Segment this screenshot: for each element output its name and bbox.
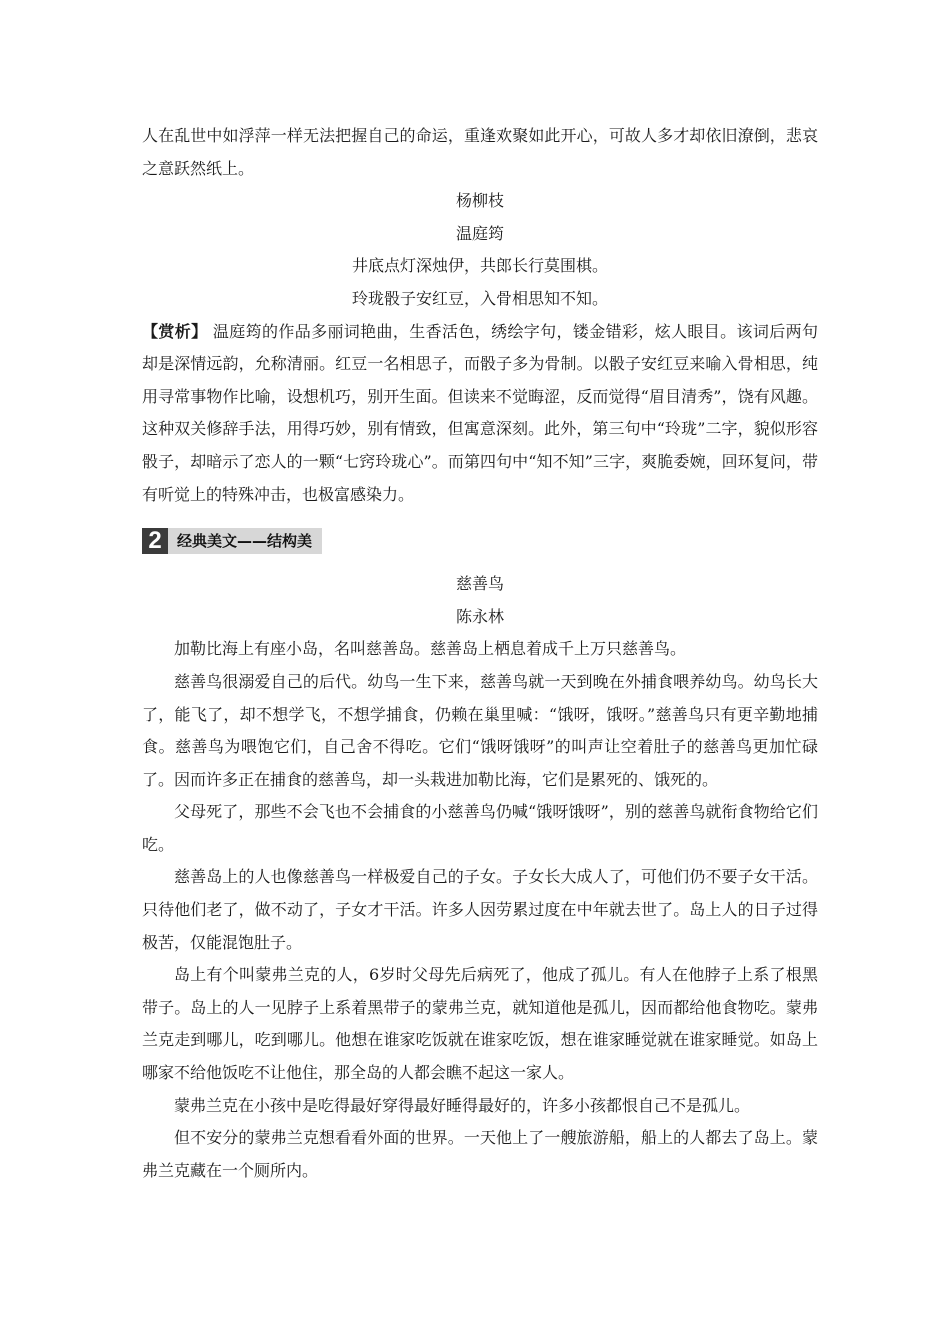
story-author: 陈永林 <box>455 606 504 626</box>
appreciation-tag: 【赏析】 <box>142 321 208 341</box>
section-number-badge: 2 <box>142 528 168 554</box>
appreciation-text: 温庭筠的作品多丽词艳曲，生香活色，绣绘字句，镂金错彩，炫人眼目。该词后两句却是深情远韵，允称清丽。红豆一名相思子，而骰子多为骨制。以骰子安红豆来喻入骨相思，纯用寻常事物作比喻，设想机巧，别开生面。但读来不觉晦涩，反而觉得“眉目清秀”，饶有风趣。这种双关修辞手法，用得巧妙，别有情致，但寓意深刻。此外，第三句中“玲珑”二字，貌似形容骰子，却暗示了恋人的一颗“七窍玲珑心”。而第四句中“知不知”三字，爽脆委婉，回环复问，带有听觉上的特殊冲击，也极富感染力。 <box>142 321 818 504</box>
intro-paragraph: 人在乱世中如浮萍一样无法把握自己的命运，重逢欢聚如此开心，可故人多才却依旧潦倒，悲哀之意跃然纸上。 <box>142 126 818 178</box>
story-paragraph: 但不安分的蒙弗兰克想看看外面的世界。一天他上了一艘旅游船，船上的人都去了岛上。蒙弗兰克藏在一个厕所内。 <box>142 1128 818 1180</box>
poem-title: 杨柳枝 <box>455 191 504 211</box>
story-paragraph: 慈善鸟很溺爱自己的后代。幼鸟一生下来，慈善鸟就一天到晚在外捕食喂养幼鸟。幼鸟长大了，能飞了，却不想学飞，不想学捕食，仍赖在巢里喊：“饿呀，饿呀。”慈善鸟只有更辛勤地捕食。慈善鸟为喂饱它们，自己舍不得吃。它们“饿呀饿呀”的叫声让空着肚子的慈善鸟更加忙碌了。因而许多正在捕食的慈善鸟，却一头栽进加勒比海，它们是累死的、饿死的。 <box>142 671 818 789</box>
story-paragraph: 岛上有个叫蒙弗兰克的人，6岁时父母先后病死了，他成了孤儿。有人在他脖子上系了根黑带子。岛上的人一见脖子上系着黑带子的蒙弗兰克，就知道他是孤儿，因而都给他食物吃。蒙弗兰克走到哪儿，吃到哪儿。他想在谁家吃饭就在谁家吃饭，想在谁家睡觉就在谁家睡觉。如岛上哪家不给他饭吃不让他住，那全岛的人都会瞧不起这一家人。 <box>142 965 818 1083</box>
story-title: 慈善鸟 <box>455 574 504 594</box>
section-title: 经典美文——结构美 <box>168 528 322 554</box>
story-paragraph: 慈善岛上的人也像慈善鸟一样极爱自己的子女。子女长大成人了，可他们仍不要子女干活。只待他们老了，做不动了，子女才干活。许多人因劳累过度在中年就去世了。岛上人的日子过得极苦，仅能混饱肚子。 <box>142 867 818 952</box>
story-paragraph: 加勒比海上有座小岛，名叫慈善岛。慈善岛上栖息着成千上万只慈善鸟。 <box>174 639 687 659</box>
section-header <box>142 528 818 554</box>
poem-author: 温庭筠 <box>455 223 504 243</box>
poem-line: 井底点灯深烛伊，共郎长行莫围棋。 <box>351 256 608 276</box>
document-page <box>142 120 818 1187</box>
story-paragraph: 蒙弗兰克在小孩中是吃得最好穿得最好睡得最好的，许多小孩都恨自己不是孤儿。 <box>174 1095 751 1115</box>
appreciation-paragraph <box>142 316 818 512</box>
poem-line: 玲珑骰子安红豆，入骨相思知不知。 <box>351 288 608 308</box>
story-paragraph: 父母死了，那些不会飞也不会捕食的小慈善鸟仍喊“饿呀饿呀”，别的慈善鸟就衔食物给它们吃。 <box>142 802 818 854</box>
